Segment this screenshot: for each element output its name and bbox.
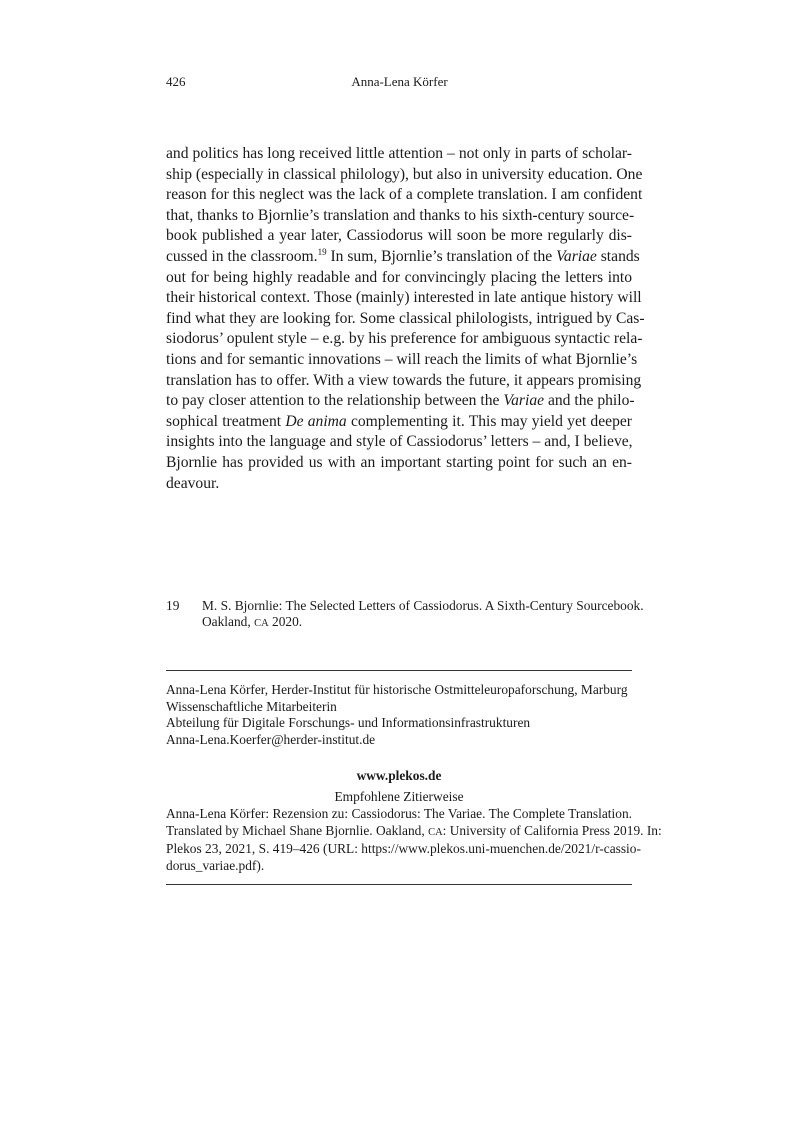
body-text-run: cussed in the classroom. [166, 247, 318, 265]
body-text-run: complementing it. This may yield yet deeper [346, 412, 632, 430]
citation-heading: Empfohlene Zitierweise [334, 789, 464, 804]
footnote-line [202, 614, 632, 632]
page-number: 426 [166, 74, 186, 89]
body-text-run: In sum, Bjornlie’s translation of the [326, 247, 557, 265]
footnote-line: M. S. Bjornlie: The Selected Letters of Cassiodorus. A Sixth-Century Sourcebook. [202, 598, 644, 613]
body-line [166, 246, 640, 268]
body-text-run: siodorus’ opulent style – e.g. by his preference for ambiguous syntactic rela- [166, 330, 643, 348]
divider [166, 884, 632, 885]
body-line [166, 474, 632, 495]
body-line [166, 371, 642, 392]
body-line [166, 309, 645, 330]
author-block [166, 682, 632, 748]
body-text [166, 144, 645, 494]
body-text-run: find what they are looking for. Some classical philologists, intrigued by Cas- [166, 309, 645, 327]
body-text-run: Bjornlie has provided us with an important starting point for such an en- [166, 453, 632, 471]
body-text-run: ship (especially in classical philology), but also in university education. One [166, 165, 643, 183]
author-department: Abteilung für Digitale Forschungs- und Informationsinfrastrukturen [166, 715, 531, 730]
body-line [166, 268, 632, 289]
author-role: Wissenschaftliche Mitarbeiterin [166, 698, 337, 714]
body-text-run: and the philo- [544, 392, 635, 410]
body-text-run: to pay closer attention to the relationship between the [166, 392, 504, 410]
body-text-run: sophical treatment [166, 412, 286, 430]
running-head: Anna-Lena Körfer [351, 74, 448, 89]
body-text-run: tions and for semantic innovations – will reach the limits of what Bjornlie’s [166, 350, 638, 368]
body-text-run: that, thanks to Bjornlie’s translation and thanks to his sixth-century source- [166, 206, 635, 224]
site-link[interactable]: www.plekos.de [356, 768, 442, 783]
body-line [166, 165, 643, 186]
body-text-run: deavour. [166, 474, 220, 492]
body-line [166, 412, 632, 433]
body-text-run: out for being highly readable and for convincingly placing the letters into [166, 268, 632, 286]
body-line [166, 432, 632, 453]
body-text-run: and politics has long received little attention – not only in parts of scholar- [166, 145, 632, 162]
body-line [166, 144, 632, 165]
body-line [166, 185, 643, 206]
citation-url-line[interactable]: dorus_variae.pdf). [166, 857, 265, 873]
author-affiliation: Anna-Lena Körfer, Herder-Institut für historische Ostmitteleuropaforschung, Marburg [166, 682, 628, 697]
citation-url-line[interactable]: Plekos 23, 2021, S. 419–426 (URL: https://www.plekos.uni-muenchen.de/2021/r-cassio- [166, 841, 641, 856]
citation [166, 806, 662, 874]
body-line [166, 329, 643, 350]
body-line [166, 288, 642, 309]
body-line [166, 350, 638, 371]
citation-text: : University of California Press 2019. In: [442, 822, 662, 838]
body-text-run: reason for this neglect was the lack of a complete translation. I am confident [166, 186, 643, 204]
citation-smallcaps: CA [428, 826, 443, 838]
body-line [166, 391, 635, 412]
citation-text: Translated by Michael Shane Bjornlie. Oakland, [166, 822, 429, 838]
footnote-text: Oakland, [202, 614, 255, 629]
body-text-run: translation has to offer. With a view towards the future, it appears promising [166, 371, 642, 389]
italic-title: Variae [503, 392, 545, 410]
body-text-run: book published a year later, Cassiodorus will soon be more regularly dis- [166, 227, 632, 245]
divider [166, 670, 632, 671]
body-line [166, 206, 635, 227]
body-line [166, 453, 632, 474]
body-text-run: insights into the language and style of Cassiodorus’ letters – and, I believe, [166, 433, 633, 451]
author-email[interactable]: Anna-Lena.Koerfer@herder-institut.de [166, 731, 376, 747]
italic-title: De anima [285, 412, 347, 430]
footnote-ref[interactable]: 19 [317, 246, 327, 257]
citation-line [166, 822, 662, 842]
citation-line: Anna-Lena Körfer: Rezension zu: Cassiodorus: The Variae. The Complete Translation. [166, 806, 632, 821]
footnote-number: 19 [166, 598, 180, 613]
italic-title: Variae [556, 247, 597, 265]
footnote-smallcaps: CA [254, 618, 269, 629]
footnote-19 [166, 598, 644, 632]
footnote-text: 2020. [268, 614, 303, 629]
body-text-run: stands [596, 247, 640, 265]
body-line [166, 226, 632, 247]
body-text-run: their historical context. Those (mainly) interested in late antique history will [166, 289, 642, 307]
